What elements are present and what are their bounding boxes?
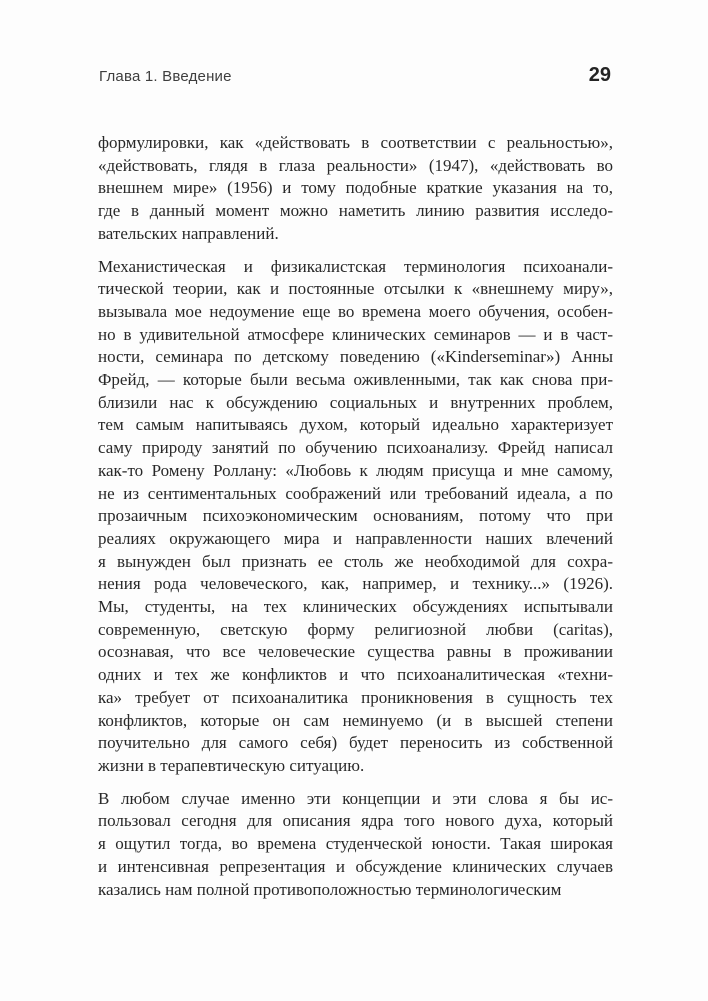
text-line: как-то Ромену Роллану: «Любовь к людям присуща и мне самому, — [98, 460, 613, 480]
text-line: реалиях окружающего мира и направленности наших влечений — [98, 528, 613, 548]
text-line: пользовал сегодня для описания ядра того нового духа, который — [98, 811, 613, 831]
text-line: но в удивительной атмосфере клинических семинаров — и в част- — [98, 324, 613, 344]
text-line: вательских направлений. — [98, 223, 279, 243]
text-line: казались нам полной противоположностью терминологическим — [98, 879, 562, 899]
text-line: внешнем мире» (1956) и тому подобные краткие указания на то, — [98, 178, 613, 198]
text-line: В любом случае именно эти концепции и эти слова я бы ис- — [98, 788, 613, 808]
text-line: Фрейд, — которые были весьма оживленными, так как снова при- — [98, 370, 613, 390]
text-line: прозаичным психоэкономическим основаниям, потому что при — [98, 506, 613, 526]
text-line: тической теории, как и постоянные отсылки к «внешнему миру», — [98, 279, 613, 299]
text-line: вызывала мое недоумение еще во времена моего обучения, особен- — [98, 301, 613, 321]
text-line: нения рода человеческого, как, например, и технику...» (1926). — [98, 574, 613, 594]
running-head — [99, 64, 611, 87]
text-line: тем самым напитываясь духом, который идеально характеризует — [98, 415, 613, 435]
text-line: ности, семинара по детскому поведению («Kinderseminar») Анны — [98, 347, 613, 367]
page-number: 29 — [588, 64, 611, 86]
text-line: не из сентиментальных соображений или требований идеала, а по — [98, 483, 613, 503]
text-line: саму природу занятий по обучению психоанализу. Фрейд написал — [98, 438, 613, 458]
paragraph — [98, 788, 613, 902]
text-line: современную, светскую форму религиозной любви (caritas), — [98, 619, 613, 639]
text-line: Мы, студенты, на тех клинических обсуждениях испытывали — [98, 597, 613, 617]
text-line: где в данный момент можно наметить линию развития исследо- — [98, 201, 613, 221]
text-line: жизни в терапевтическую ситуацию. — [98, 755, 365, 775]
text-line: «действовать, глядя в глаза реальности» (1947), «действовать во — [98, 155, 613, 175]
text-line: и интенсивная репрезентация и обсуждение клинических случаев — [98, 856, 613, 876]
text-line: я вынужден был признать ее столь же необходимой для сохра- — [98, 551, 613, 571]
text-line: одних и тех же конфликтов и что психоаналитическая «техни- — [98, 665, 613, 685]
text-line: поучительно для самого себя) будет переносить из собственной — [98, 733, 613, 753]
text-line: осознавая, что все человеческие существа равны в проживании — [98, 642, 613, 662]
text-line: близили нас к обсуждению социальных и внутренних проблем, — [98, 392, 613, 412]
page-body — [98, 132, 613, 911]
text-line: Механистическая и физикалистская терминология психоанали- — [98, 256, 613, 276]
paragraph — [98, 256, 613, 778]
text-line: я ощутил тогда, во времена студенческой юности. Такая широкая — [98, 834, 613, 854]
text-line: ка» требует от психоаналитика проникновения в сущность тех — [98, 687, 613, 707]
paragraph — [98, 132, 613, 246]
text-line: формулировки, как «действовать в соответствии с реальностью», — [98, 133, 613, 152]
chapter-title: Глава 1. Введение — [99, 68, 232, 85]
text-line: конфликтов, которые он сам неминуемо (и в высшей степени — [98, 710, 613, 730]
